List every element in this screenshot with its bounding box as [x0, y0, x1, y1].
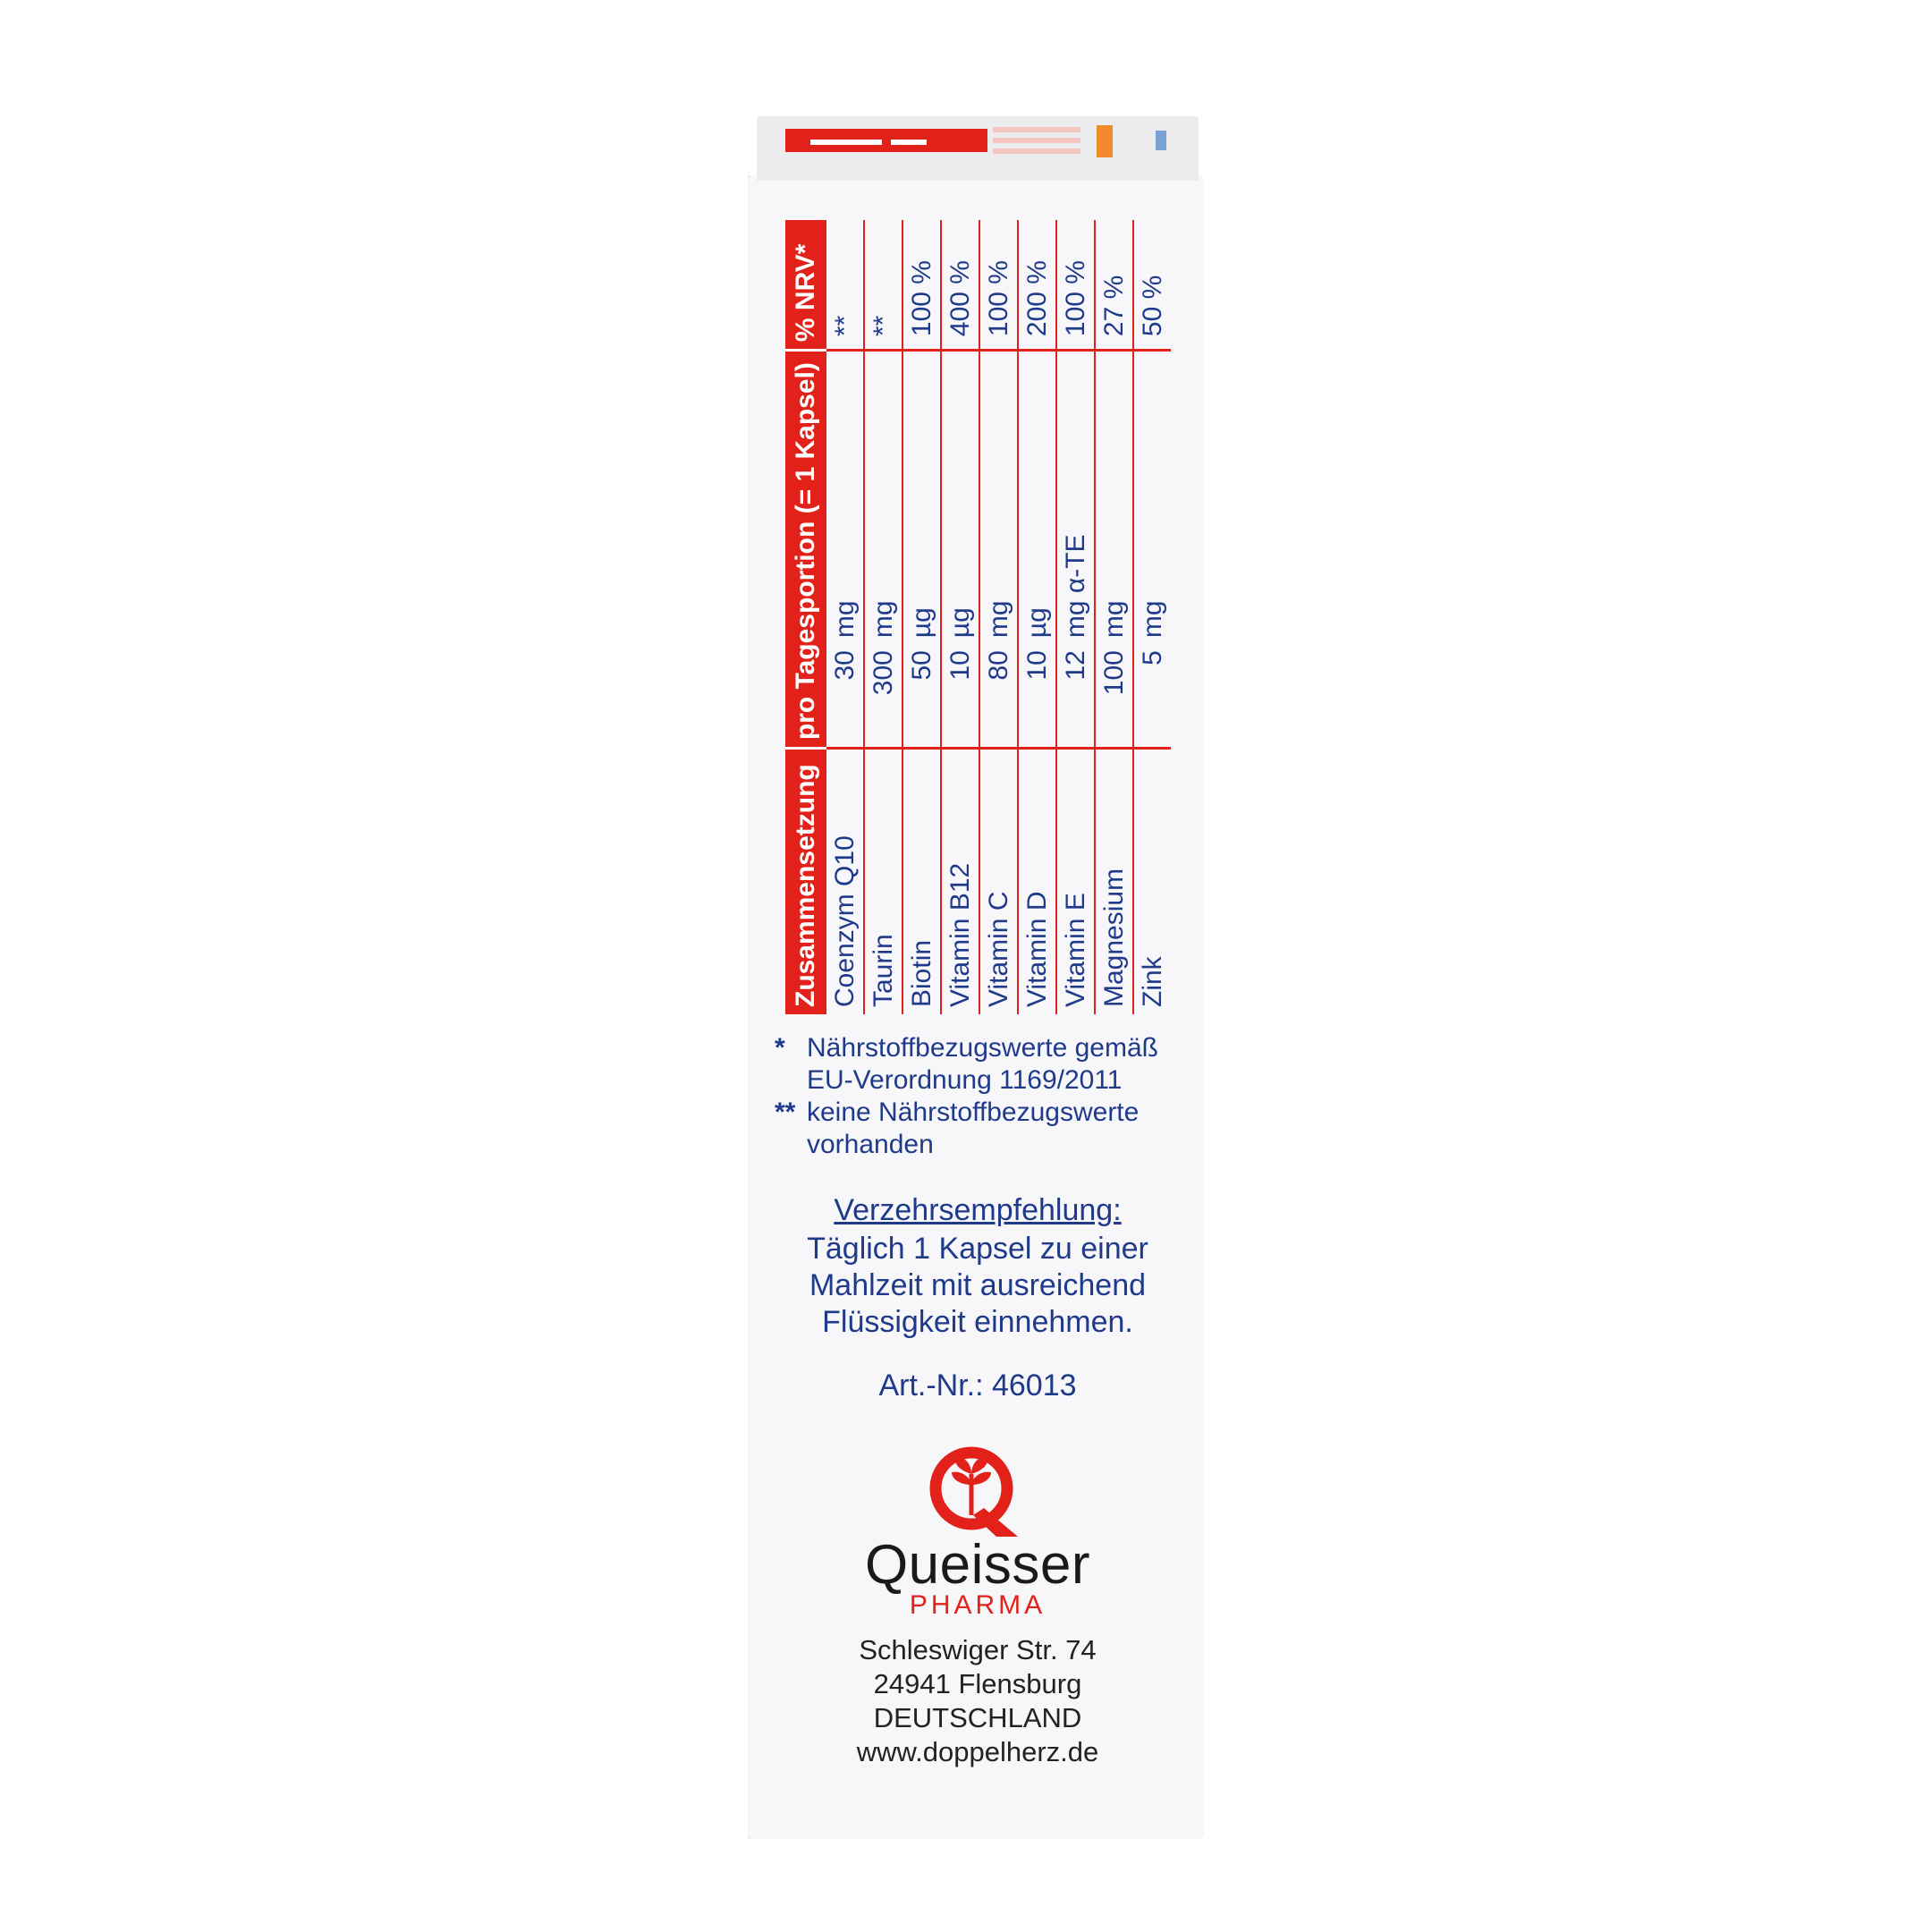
amount-value: 12: [1060, 650, 1090, 681]
amount-unit: mg: [1137, 600, 1167, 639]
table-row: [1018, 220, 1056, 1014]
table-row: [864, 220, 902, 1014]
table-header-row: [785, 220, 826, 1014]
table-row: [941, 220, 979, 1014]
amount-value: 100: [1098, 650, 1129, 696]
footnote-marker: **: [775, 1097, 796, 1127]
recommendation-heading: Verzehrsempfehlung:: [834, 1193, 1122, 1227]
amount-value: 5: [1137, 650, 1167, 665]
nutrient-nrv: **: [826, 220, 864, 351]
nutrition-table-area: [785, 220, 1179, 1014]
footnote-text: Nährstoffbezugswerte gemäß EU-Verordnung 1169/2011: [807, 1033, 1158, 1095]
nutrition-table-rotated: [785, 220, 1179, 1014]
nutrient-nrv: 100 %: [902, 220, 941, 351]
top-pink-line: [993, 127, 1080, 132]
table-body: [826, 220, 1171, 1014]
nutrient-name: Biotin: [902, 749, 941, 1014]
nutrient-amount: [979, 351, 1018, 749]
amount-value: 10: [945, 650, 975, 681]
nutrient-name: Coenzym Q10: [826, 749, 864, 1014]
nutrient-nrv: **: [864, 220, 902, 351]
nutrient-nrv: 200 %: [1018, 220, 1056, 351]
amount-value: 10: [1021, 650, 1052, 681]
nutrient-nrv: 100 %: [979, 220, 1018, 351]
recommendation-line: Mahlzeit mit ausreichend: [809, 1268, 1147, 1302]
table-row: [826, 220, 864, 1014]
company-address: [757, 1633, 1199, 1769]
amount-value: 30: [829, 650, 860, 681]
table-row: [1095, 220, 1133, 1014]
nutrient-name: Vitamin D: [1018, 749, 1056, 1014]
nutrient-nrv: 400 %: [941, 220, 979, 351]
amount-unit: µg: [1021, 607, 1052, 639]
header-nrv: % NRV*: [785, 220, 826, 351]
nutrient-name: Zink: [1137, 956, 1167, 1007]
nutrient-nrv: 100 %: [1056, 220, 1095, 351]
header-per-portion: pro Tagesportion (= 1 Kapsel): [785, 351, 826, 749]
recommendation-text: [757, 1231, 1199, 1341]
address-line: Schleswiger Str. 74: [859, 1634, 1097, 1665]
nutrient-amount: [826, 351, 864, 749]
brand-subtitle: PHARMA: [909, 1590, 1046, 1620]
nutrient-nrv: 50 %: [1133, 220, 1171, 351]
top-pink-line: [993, 138, 1080, 143]
nutrient-amount: [864, 351, 902, 749]
address-line: 24941 Flensburg: [873, 1668, 1082, 1699]
footnote-text: keine Nährstoffbezugswerte vorhanden: [807, 1097, 1140, 1159]
amount-unit: µg: [906, 607, 936, 639]
amount-unit: mg: [983, 600, 1013, 639]
nutrient-name: Vitamin E: [1056, 749, 1095, 1014]
top-blue-mark: [1156, 131, 1166, 150]
nutrient-name: Taurin: [864, 749, 902, 1014]
brand-name: Queisser: [864, 1534, 1091, 1596]
address-line: DEUTSCHLAND: [873, 1702, 1082, 1733]
amount-unit: mg α-TE: [1060, 534, 1090, 639]
table-row: [1133, 220, 1171, 1014]
amount-value: 50: [906, 650, 936, 681]
footnote-marker: *: [775, 1033, 785, 1063]
recommendation-line: Täglich 1 Kapsel zu einer: [807, 1232, 1148, 1266]
table-row: [1056, 220, 1095, 1014]
nutrient-name: Vitamin C: [979, 749, 1018, 1014]
top-white-line: [891, 140, 927, 145]
table-row: [979, 220, 1018, 1014]
table-row: [902, 220, 941, 1014]
nutrient-amount: [902, 351, 941, 749]
nutrient-amount: [1133, 351, 1171, 749]
amount-unit: µg: [945, 607, 975, 639]
nutrient-amount: [1095, 351, 1133, 749]
header-composition: Zusammensetzung: [785, 749, 826, 1014]
amount-unit: mg: [829, 600, 860, 639]
recommendation-line: Flüssigkeit einnehmen.: [822, 1305, 1133, 1339]
amount-unit: mg: [1098, 600, 1129, 639]
nutrient-name: Vitamin B12: [941, 749, 979, 1014]
nutrition-table: [785, 220, 1171, 1014]
amount-value: 80: [983, 650, 1013, 681]
article-number: Art.-Nr.: 46013: [878, 1368, 1077, 1402]
top-pink-line: [993, 148, 1080, 154]
nutrient-name: Magnesium: [1095, 749, 1133, 1014]
nutrient-amount: [941, 351, 979, 749]
box-top-flap: [757, 116, 1199, 181]
nutrient-nrv: 27 %: [1095, 220, 1133, 351]
website-link[interactable]: www.doppelherz.de: [856, 1736, 1099, 1767]
amount-unit: mg: [868, 600, 898, 639]
queisser-q-leaf-icon: [921, 1444, 1032, 1540]
amount-value: 300: [868, 650, 898, 696]
nutrient-amount: [1056, 351, 1095, 749]
nutrient-amount: [1018, 351, 1056, 749]
top-white-line: [810, 140, 882, 145]
top-orange-mark: [1097, 125, 1113, 157]
